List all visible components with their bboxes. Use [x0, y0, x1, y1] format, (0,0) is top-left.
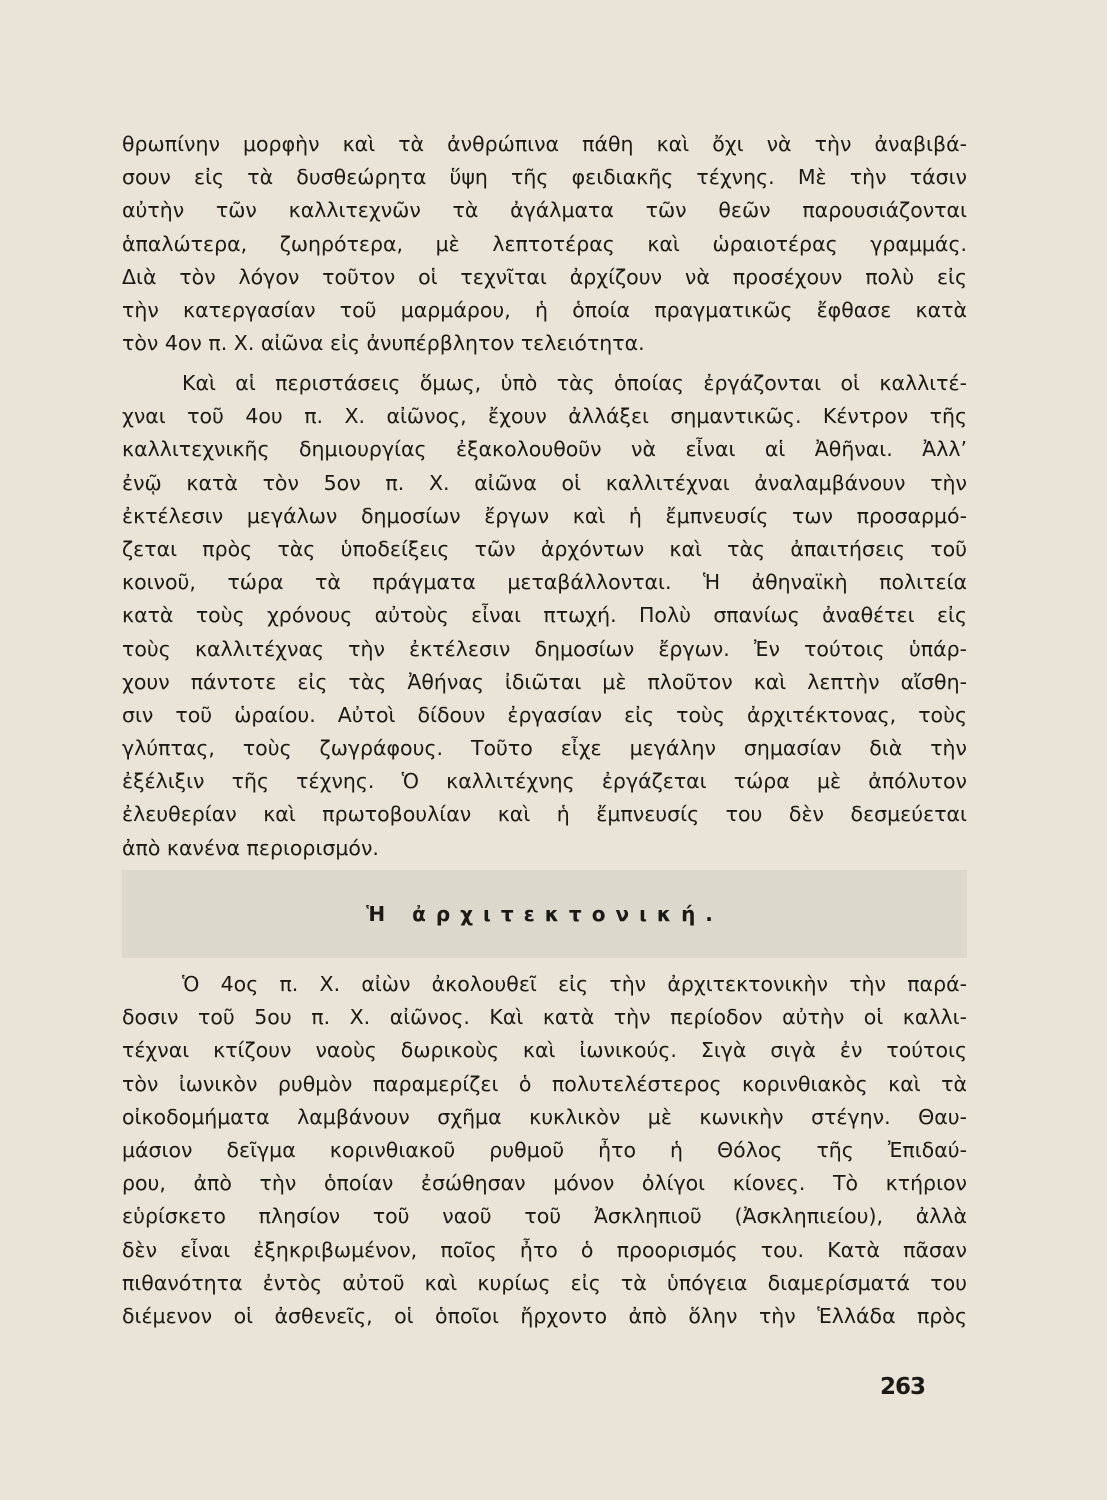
text-line: Ὁ 4ος π. Χ. αἰὼν ἀκολουθεῖ εἰς τὴν ἀρχιτεκτονικὴν τὴν παρά- [182, 972, 967, 996]
text-line: ἐξέλιξιν τῆς τέχνης. Ὁ καλλιτέχνης ἐργάζεται τώρα μὲ ἀπόλυτον [122, 769, 967, 794]
text-line: ἐκτέλεσιν μεγάλων δημοσίων ἔργων καὶ ἡ ἔμπνευσίς των προσαρμό- [122, 503, 967, 528]
text-line: εὑρίσκετο πλησίον τοῦ ναοῦ τοῦ Ἀσκληπιοῦ (Ἀσκληπιείου), ἀλλὰ [122, 1204, 967, 1229]
text-line: δὲν εἶναι ἐξηκριβωμένον, ποῖος ἦτο ὁ προορισμός του. Κατὰ πᾶσαν [122, 1237, 967, 1262]
text-line: ἐνῷ κατὰ τὸν 5ον π. Χ. αἰῶνα οἱ καλλιτέχναι ἀναλαμβάνουν τὴν [122, 470, 967, 495]
text-line: διέμενον οἱ ἀσθενεῖς, οἱ ὁποῖοι ἤρχοντο ἀπὸ ὅλην τὴν Ἑλλάδα πρὸς [122, 1303, 967, 1328]
text-line: καλλιτεχνικῆς δημιουργίας ἐξακολουθοῦν νὰ εἶναι αἱ Ἀθῆναι. Ἀλλ’ [122, 437, 967, 462]
text-line: ἁπαλώτερα, ζωηρότερα, μὲ λεπτοτέρας καὶ ὡραιοτέρας γραμμάς. [122, 231, 967, 256]
text-line: χναι τοῦ 4ου π. Χ. αἰῶνος, ἔχουν ἀλλάξει σημαντικῶς. Κέντρον τῆς [122, 404, 967, 429]
text-line: ρου, ἀπὸ τὴν ὁποίαν ἐσώθησαν μόνον ὀλίγοι κίονες. Τὸ κτήριον [122, 1171, 967, 1196]
text-line: Διὰ τὸν λόγον τοῦτον οἱ τεχνῖται ἀρχίζουν νὰ προσέχουν πολὺ εἰς [122, 264, 967, 289]
text-line: κοινοῦ, τώρα τὰ πράγματα μεταβάλλονται. Ἡ ἀθηναϊκὴ πολιτεία [122, 570, 967, 595]
text-line: δοσιν τοῦ 5ου π. Χ. αἰῶνος. Καὶ κατὰ τὴν περίοδον αὐτὴν οἱ καλλι- [122, 1005, 967, 1030]
text-line: σουν εἰς τὰ δυσθεώρητα ὕψη τῆς φειδιακῆς τέχνης. Μὲ τὴν τάσιν [122, 165, 967, 190]
text-line: χουν πάντοτε εἰς τὰς Ἀθήνας ἰδιῶται μὲ πλοῦτον καὶ λεπτὴν αἴσθη- [122, 669, 967, 694]
text-line: θρωπίνην μορφὴν καὶ τὰ ἀνθρώπινα πάθη καὶ ὄχι νὰ τὴν ἀναβιβά- [122, 132, 967, 156]
section-heading: Ἡ ἀρχιτεκτονική. [366, 902, 723, 926]
text-line: τοὺς καλλιτέχνας τὴν ἐκτέλεσιν δημοσίων ἔργων. Ἐν τούτοις ὑπάρ- [122, 636, 967, 661]
page-number: 263 [880, 1374, 926, 1400]
paragraph-sculpture-continued [122, 128, 967, 360]
text-line: σιν τοῦ ὡραίου. Αὐτοὶ δίδουν ἐργασίαν εἰς τοὺς ἀρχιτέκτονας, τοὺς [122, 702, 967, 727]
text-line: γλύπτας, τοὺς ζωγράφους. Τοῦτο εἶχε μεγάλην σημασίαν διὰ τὴν [122, 736, 967, 761]
text-line: ἀπὸ κανένα περιορισμόν. [122, 835, 379, 860]
text-line: οἰκοδομήματα λαμβάνουν σχῆμα κυκλικὸν μὲ κωνικὴν στέγην. Θαυ- [122, 1104, 967, 1129]
paragraph-architecture [122, 968, 967, 1333]
text-line: τὸν ἰωνικὸν ρυθμὸν παραμερίζει ὁ πολυτελέστερος κορινθιακὸς καὶ τὰ [122, 1071, 967, 1096]
text-line: κατὰ τοὺς χρόνους αὐτοὺς εἶναι πτωχή. Πολὺ σπανίως ἀναθέτει εἰς [122, 603, 967, 628]
text-line: πιθανότητα ἐντὸς αὐτοῦ καὶ κυρίως εἰς τὰ ὑπόγεια διαμερίσματά του [122, 1270, 967, 1295]
text-line: ἐλευθερίαν καὶ πρωτοβουλίαν καὶ ἡ ἔμπνευσίς του δὲν δεσμεύεται [122, 802, 967, 827]
text-line: μάσιον δεῖγμα κορινθιακοῦ ρυθμοῦ ἦτο ἡ Θόλος τῆς Ἐπιδαύ- [122, 1137, 967, 1162]
text-line: τὴν κατεργασίαν τοῦ μαρμάρου, ἡ ὁποία πραγματικῶς ἔφθασε κατὰ [122, 297, 967, 322]
text-line: τὸν 4ον π. Χ. αἰῶνα εἰς ἀνυπέρβλητον τελειότητα. [122, 331, 645, 356]
text-line: τέχναι κτίζουν ναοὺς δωρικοὺς καὶ ἰωνικούς. Σιγὰ σιγὰ ἐν τούτοις [122, 1038, 967, 1063]
paragraph-circumstances [122, 367, 967, 865]
text-line: Καὶ αἱ περιστάσεις ὅμως, ὑπὸ τὰς ὁποίας ἐργάζονται οἱ καλλιτέ- [182, 371, 967, 395]
text-line: ζεται πρὸς τὰς ὑποδείξεις τῶν ἀρχόντων καὶ τὰς ἀπαιτήσεις τοῦ [122, 536, 967, 561]
text-line: αὐτὴν τῶν καλλιτεχνῶν τὰ ἀγάλματα τῶν θεῶν παρουσιάζονται [122, 198, 967, 223]
